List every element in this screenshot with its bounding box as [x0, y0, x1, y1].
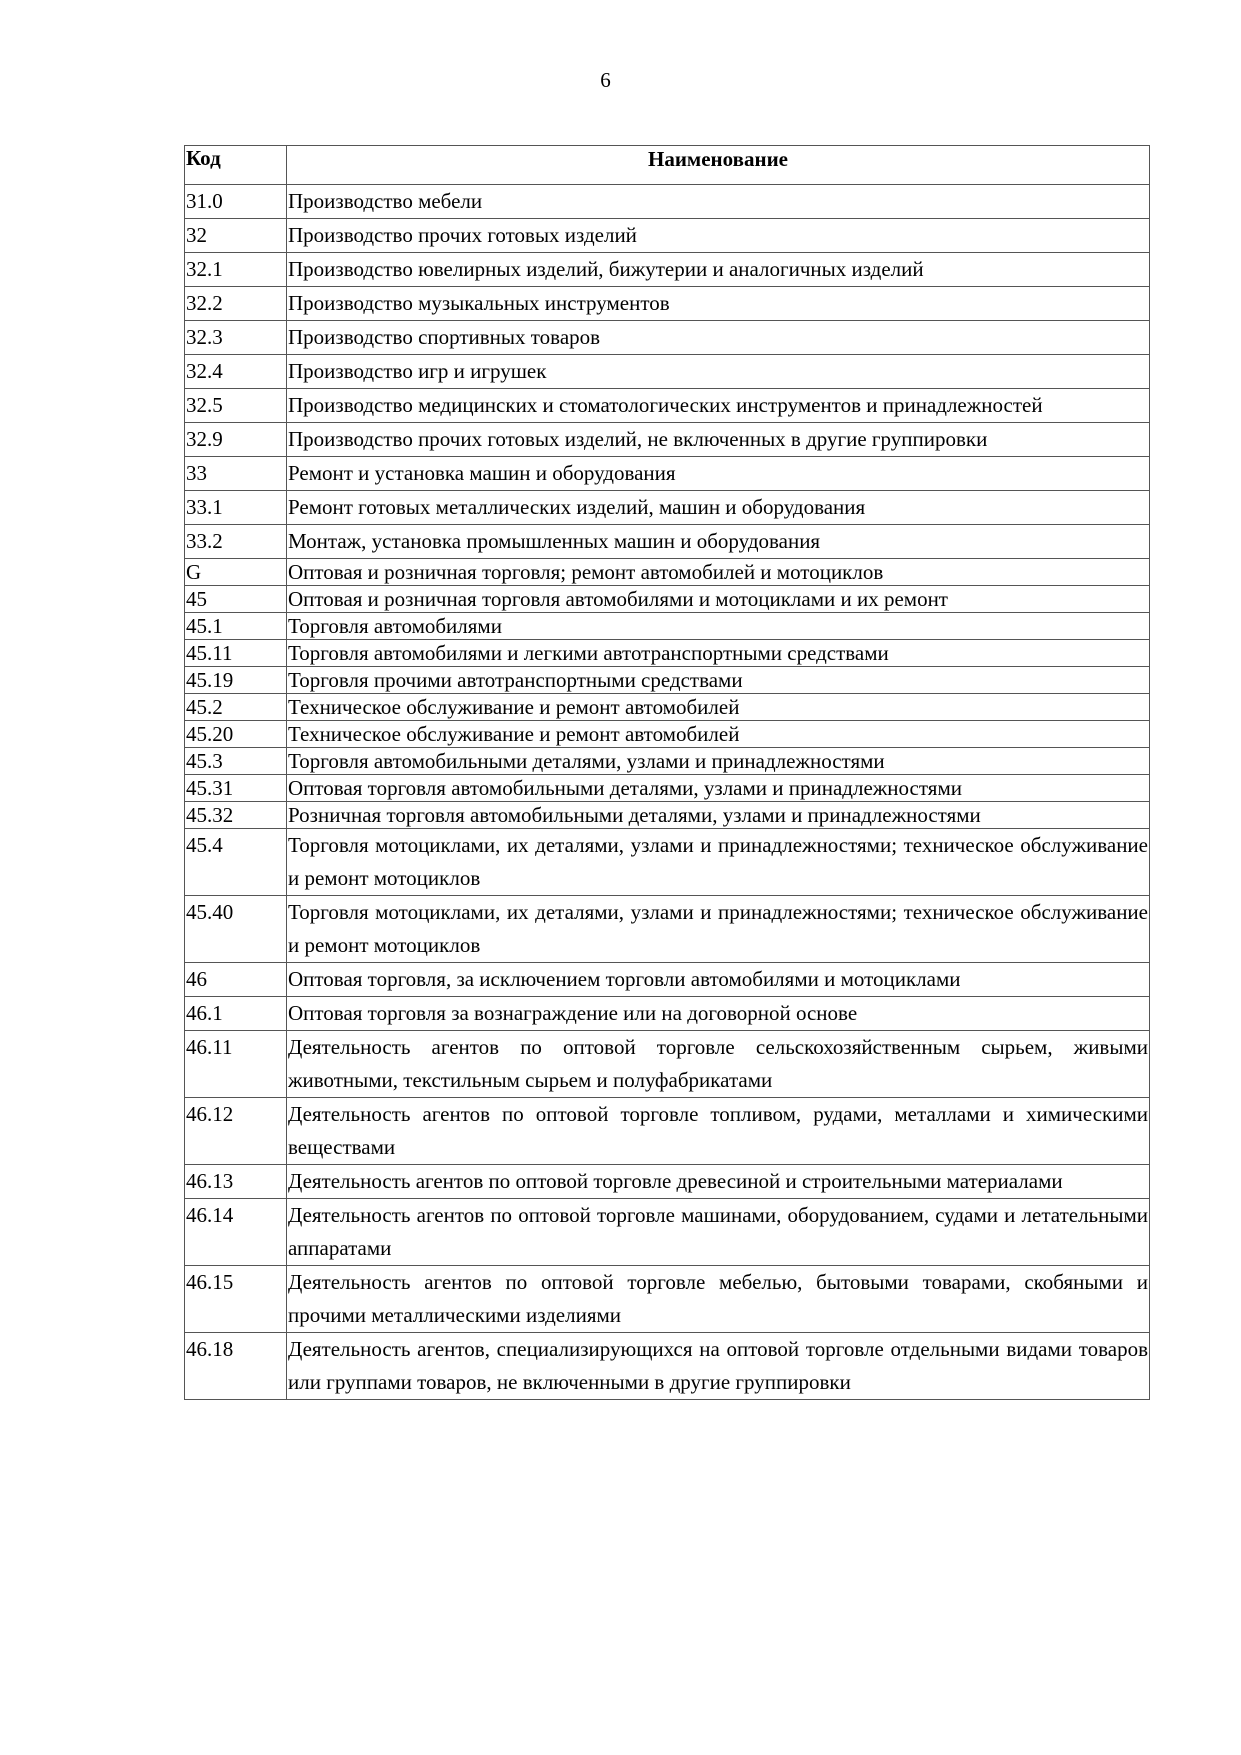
cell-name: Производство спортивных товаров	[287, 321, 1150, 355]
cell-code: 46.14	[185, 1199, 287, 1266]
cell-name: Техническое обслуживание и ремонт автомобилей	[287, 694, 1150, 721]
cell-name: Оптовая торговля автомобильными деталями, узлами и принадлежностями	[287, 775, 1150, 802]
table-row	[185, 586, 1150, 613]
cell-code: 46.1	[185, 997, 287, 1031]
cell-code: 31.0	[185, 185, 287, 219]
cell-code: 45.11	[185, 640, 287, 667]
cell-code: 32.1	[185, 253, 287, 287]
table-row	[185, 1098, 1150, 1165]
cell-name: Оптовая и розничная торговля; ремонт автомобилей и мотоциклов	[287, 559, 1150, 586]
table-row	[185, 1165, 1150, 1199]
cell-code: 32	[185, 219, 287, 253]
cell-name: Монтаж, установка промышленных машин и оборудования	[287, 525, 1150, 559]
header-name: Наименование	[287, 146, 1150, 185]
cell-name: Деятельность агентов, специализирующихся на оптовой торговле отдельными видами товаров или группами товаров, не включенными в другие группировки	[287, 1333, 1150, 1400]
cell-code: 32.3	[185, 321, 287, 355]
table-row	[185, 321, 1150, 355]
table-row	[185, 1031, 1150, 1098]
table-row	[185, 896, 1150, 963]
table-row	[185, 389, 1150, 423]
cell-code: 45.4	[185, 829, 287, 896]
cell-code: 45.1	[185, 613, 287, 640]
cell-code: 46	[185, 963, 287, 997]
table-row	[185, 491, 1150, 525]
cell-name: Ремонт готовых металлических изделий, машин и оборудования	[287, 491, 1150, 525]
cell-name: Производство медицинских и стоматологических инструментов и принадлежностей	[287, 389, 1150, 423]
cell-name: Деятельность агентов по оптовой торговле мебелью, бытовыми товарами, скобяными и прочими металлическими изделиями	[287, 1266, 1150, 1333]
cell-code: 32.2	[185, 287, 287, 321]
cell-name: Торговля прочими автотранспортными средствами	[287, 667, 1150, 694]
cell-code: 45.32	[185, 802, 287, 829]
cell-code: 46.18	[185, 1333, 287, 1400]
cell-name: Производство игр и игрушек	[287, 355, 1150, 389]
cell-code: 46.13	[185, 1165, 287, 1199]
table-row	[185, 1266, 1150, 1333]
cell-code: 46.11	[185, 1031, 287, 1098]
cell-code: 45.19	[185, 667, 287, 694]
cell-name: Оптовая торговля за вознаграждение или на договорной основе	[287, 997, 1150, 1031]
cell-code: 45.31	[185, 775, 287, 802]
cell-name: Деятельность агентов по оптовой торговле машинами, оборудованием, судами и летательными аппаратами	[287, 1199, 1150, 1266]
table-body	[185, 185, 1150, 1400]
cell-name: Производство прочих готовых изделий, не включенных в другие группировки	[287, 423, 1150, 457]
table-row	[185, 457, 1150, 491]
cell-name: Производство мебели	[287, 185, 1150, 219]
cell-name: Торговля автомобильными деталями, узлами и принадлежностями	[287, 748, 1150, 775]
cell-code: 45.20	[185, 721, 287, 748]
table-row	[185, 694, 1150, 721]
table-row	[185, 1199, 1150, 1266]
cell-name: Производство музыкальных инструментов	[287, 287, 1150, 321]
cell-name: Торговля автомобилями	[287, 613, 1150, 640]
page-number: 6	[600, 68, 611, 92]
table-row	[185, 721, 1150, 748]
cell-code: 32.9	[185, 423, 287, 457]
cell-name: Деятельность агентов по оптовой торговле сельскохозяйственным сырьем, живыми животными, текстильным сырьем и полуфабрикатами	[287, 1031, 1150, 1098]
cell-name: Оптовая торговля, за исключением торговли автомобилями и мотоциклами	[287, 963, 1150, 997]
table-row	[185, 829, 1150, 896]
cell-name: Ремонт и установка машин и оборудования	[287, 457, 1150, 491]
table-row	[185, 775, 1150, 802]
cell-name: Розничная торговля автомобильными деталями, узлами и принадлежностями	[287, 802, 1150, 829]
table-row	[185, 1333, 1150, 1400]
table-row	[185, 525, 1150, 559]
cell-code: 46.15	[185, 1266, 287, 1333]
cell-name: Торговля мотоциклами, их деталями, узлами и принадлежностями; техническое обслуживание и ремонт мотоциклов	[287, 829, 1150, 896]
table-row	[185, 253, 1150, 287]
table-row	[185, 613, 1150, 640]
cell-code: 33.2	[185, 525, 287, 559]
cell-code: 45	[185, 586, 287, 613]
cell-code: 46.12	[185, 1098, 287, 1165]
table-row	[185, 640, 1150, 667]
activity-codes-table	[184, 145, 1150, 1400]
table-row	[185, 287, 1150, 321]
cell-code: 45.40	[185, 896, 287, 963]
table-row	[185, 748, 1150, 775]
cell-code: G	[185, 559, 287, 586]
cell-code: 45.2	[185, 694, 287, 721]
table-row	[185, 423, 1150, 457]
table-row	[185, 185, 1150, 219]
table-row	[185, 997, 1150, 1031]
cell-name: Деятельность агентов по оптовой торговле древесиной и строительными материалами	[287, 1165, 1150, 1199]
table-row	[185, 355, 1150, 389]
cell-code: 33	[185, 457, 287, 491]
cell-name: Техническое обслуживание и ремонт автомобилей	[287, 721, 1150, 748]
header-code: Код	[185, 146, 287, 185]
table-row	[185, 963, 1150, 997]
cell-code: 45.3	[185, 748, 287, 775]
cell-name: Производство ювелирных изделий, бижутерии и аналогичных изделий	[287, 253, 1150, 287]
table-row	[185, 667, 1150, 694]
cell-code: 32.5	[185, 389, 287, 423]
cell-name: Торговля мотоциклами, их деталями, узлами и принадлежностями; техническое обслуживание и ремонт мотоциклов	[287, 896, 1150, 963]
table-row	[185, 802, 1150, 829]
cell-code: 33.1	[185, 491, 287, 525]
table-row	[185, 219, 1150, 253]
cell-name: Производство прочих готовых изделий	[287, 219, 1150, 253]
cell-name: Оптовая и розничная торговля автомобилями и мотоциклами и их ремонт	[287, 586, 1150, 613]
cell-name: Торговля автомобилями и легкими автотранспортными средствами	[287, 640, 1150, 667]
cell-name: Деятельность агентов по оптовой торговле топливом, рудами, металлами и химическими веществами	[287, 1098, 1150, 1165]
table-row	[185, 559, 1150, 586]
table-header-row	[185, 146, 1150, 185]
cell-code: 32.4	[185, 355, 287, 389]
